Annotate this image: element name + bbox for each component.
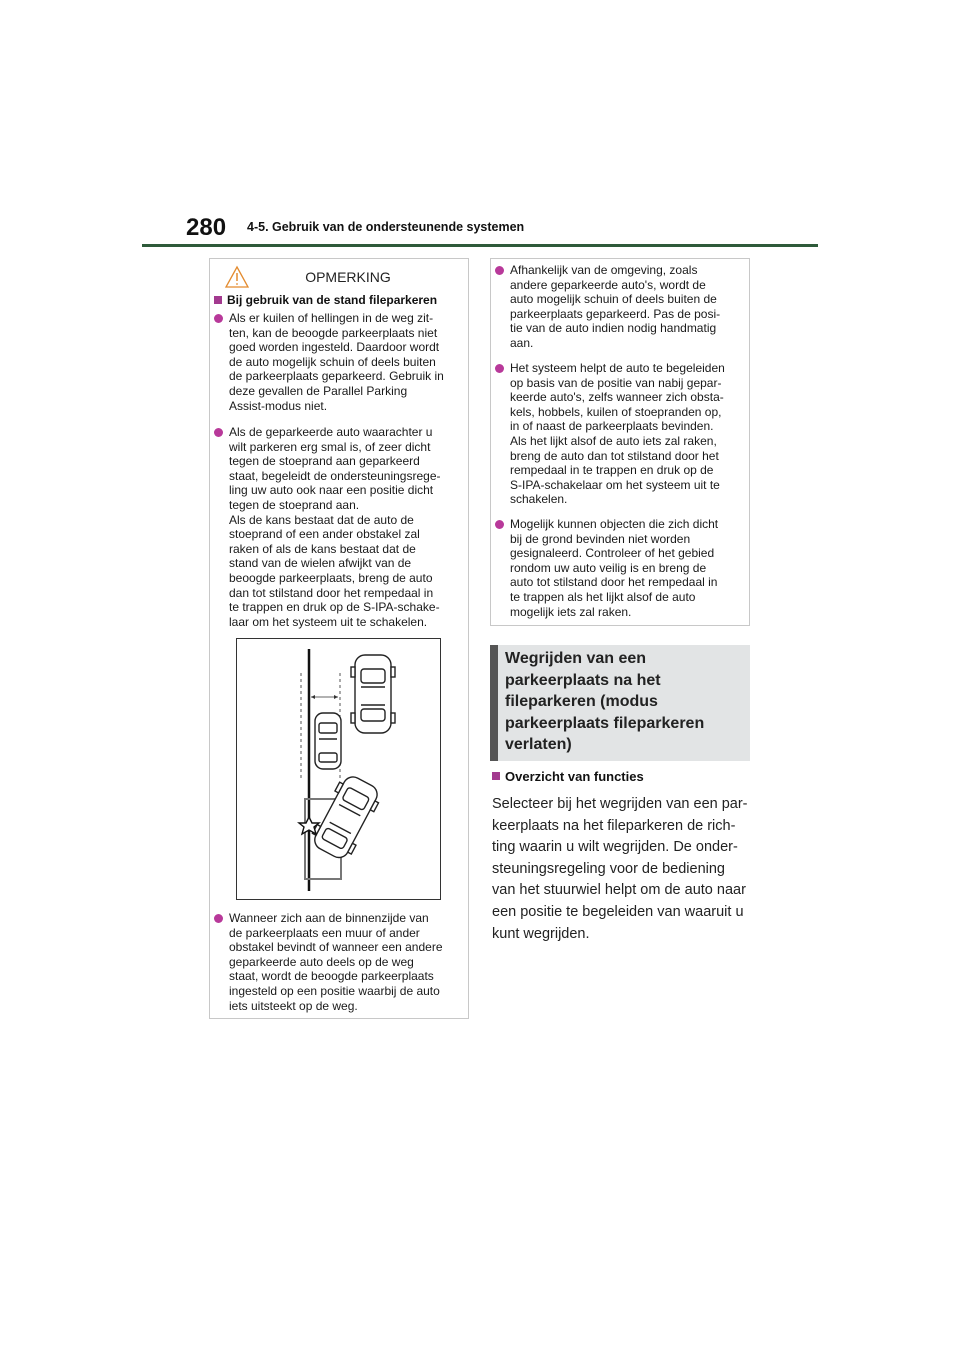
note-bullet-text: Afhankelijk van de omgeving, zoals andere geparkeerde auto's, wordt de auto mogelijk schuin of deels buiten de parkeerplaats geparkeerd. Pas de posi- tie van de auto indien nodig handmatig aan. [510, 263, 721, 350]
square-bullet-icon [492, 772, 500, 780]
note-bullet [495, 517, 747, 619]
note-bullet [214, 911, 466, 1013]
overview-heading [492, 769, 644, 784]
note-title-row [210, 263, 468, 291]
section-heading-box [490, 645, 750, 761]
note-bullet-text: Als er kuilen of hellingen in de weg zit- ten, kan de beoogde parkeerplaats niet goed worden ingesteld. Daardoor wordt de auto mogelijk schuin of deels buiten de parkeerplaats geparkeerd. Gebruik in deze gevallen de Parallel Parking Assist-modus niet. [229, 311, 444, 413]
section-heading: Wegrijden van een parkeerplaats na het fileparkeren (modus parkeerplaats fileparkeren verlaten) [505, 650, 705, 753]
bullet-dot-icon [214, 914, 223, 923]
overview-heading-text: Overzicht van functies [505, 769, 644, 784]
section-heading-bar [490, 645, 498, 761]
note-bullet [214, 425, 466, 629]
note-box-right [490, 258, 750, 626]
note-subhead [214, 293, 437, 307]
overview-body: Selecteer bij het wegrijden van een par- keerplaats na het fileparkeren de rich- ting waarin u wilt wegrijden. De onder- steuningsregeling voor de bediening van het stuurwiel helpt om de auto naar een positie te begeleiden van waaruit u kunt wegrijden. [492, 796, 748, 942]
page-number: 280 [186, 214, 227, 241]
square-bullet-icon [214, 296, 222, 304]
note-bullet [214, 311, 466, 413]
header-rule [142, 244, 818, 247]
note-bullet [495, 361, 747, 507]
bullet-dot-icon [214, 314, 223, 323]
parking-illustration [236, 638, 441, 900]
note-bullet-text: Het systeem helpt de auto te begeleiden op basis van de positie van nabij gepar- keerde auto's, zelfs wanneer zich obsta- kels, hobbels, kuilen of stoepranden op, in of naast de parkeerplaats bevinden. Als het lijkt alsof de auto iets zal raken, breng de auto dan tot stilstand door het rempedaal in te trappen en druk op de S-IPA-schakelaar om het systeem uit te schakelen. [510, 361, 725, 507]
note-title: OPMERKING [305, 269, 391, 285]
note-bullet-text: Mogelijk kunnen objecten die zich dicht bij de grond bevinden niet worden gesignaleerd. Controleer of het gebied rondom uw auto veilig is en breng de auto tot stilstand door het rempedaal in te trappen als het lijkt alsof de auto mogelijk iets zal raken. [510, 517, 719, 619]
note-bullet-text: Wanneer zich aan de binnenzijde van de parkeerplaats een muur of ander obstakel bevindt of wanneer een andere geparkeerde auto deels op de weg staat, wordt de beoogde parkeerplaats ingesteld op een positie waarbij de auto iets uitsteekt op de weg. [229, 911, 443, 1013]
bullet-dot-icon [214, 428, 223, 437]
note-bullet [495, 263, 747, 351]
note-bullet-text: Als de geparkeerde auto waarachter u wilt parkeren erg smal is, of zeer dicht tegen de stoeprand aan geparkeerd staat, begeleidt de ondersteuningsrege- ling uw auto ook naar een positie dicht tegen de stoeprand aan. Als de kans bestaat dat de auto de stoeprand of een ander obstakel zal raken of als de kans bestaat dat de stand van de wielen afwijkt van de beoogde parkeerplaats, breng de auto dan tot stilstand door het rempedaal in te trappen en druk op de S-IPA-schake- laar om het systeem uit te schakelen. [229, 425, 441, 629]
section-header: 4-5. Gebruik van de ondersteunende systemen [247, 220, 525, 234]
note-subhead-text: Bij gebruik van de stand fileparkeren [227, 293, 438, 307]
parking-diagram-icon [237, 639, 440, 899]
warning-triangle-icon [224, 265, 250, 289]
bullet-dot-icon [495, 364, 504, 373]
bullet-dot-icon [495, 266, 504, 275]
bullet-dot-icon [495, 520, 504, 529]
